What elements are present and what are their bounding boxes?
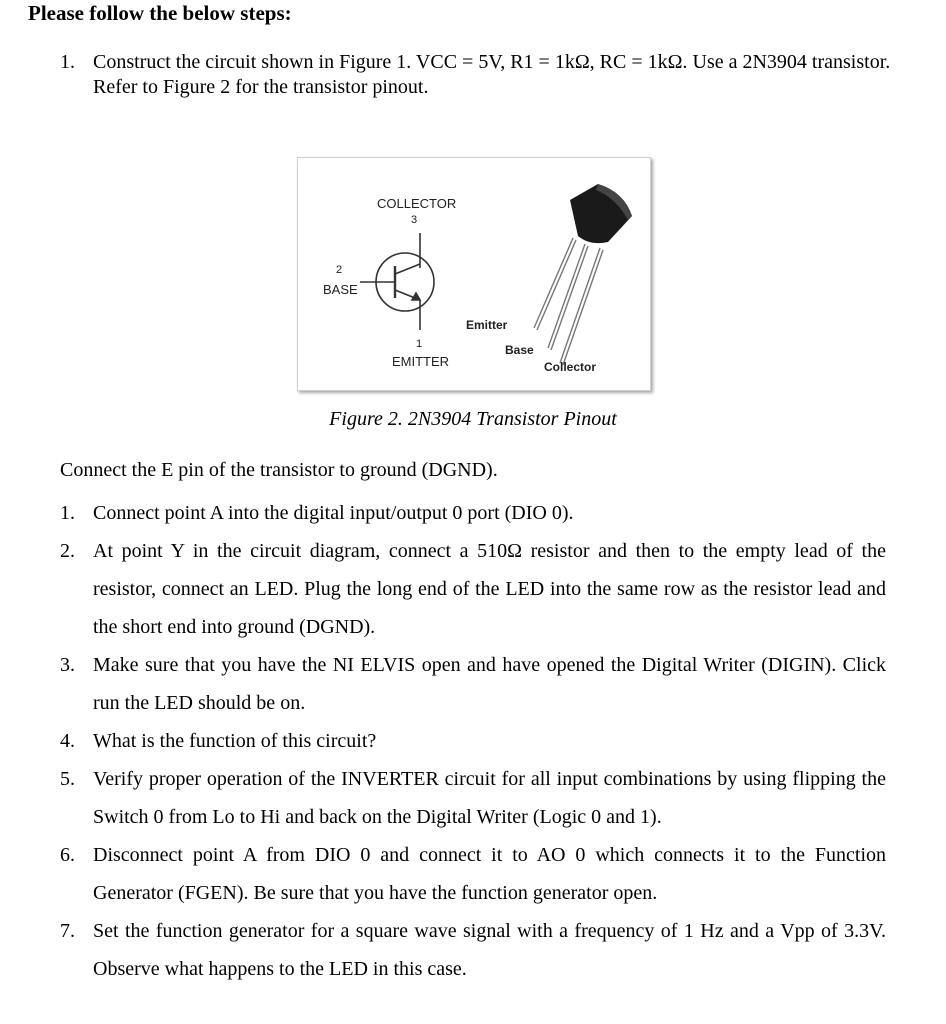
emitter-pin-number: 1 — [416, 338, 423, 350]
list-item-text: Connect point A into the digital input/output 0 port (DIO 0). — [93, 502, 574, 524]
list-item-number: 3. — [60, 654, 75, 676]
list-item-text: At point Y in the circuit diagram, connect a 510Ω resistor and then to the empty lead of the resistor, connect an LED. Plug the long end of the LED into the same row as the resistor lead and the short end into ground (DGND). — [93, 540, 886, 638]
npn-schematic-symbol — [360, 233, 434, 330]
list-item — [60, 912, 886, 988]
list-item-number: 1. — [60, 502, 75, 524]
collector-diagonal — [395, 264, 420, 274]
step-1-construct — [60, 50, 920, 100]
list-item — [60, 760, 886, 836]
instruction-list — [60, 494, 886, 988]
list-item-number: 5. — [60, 768, 75, 790]
list-item-number: 4. — [60, 730, 75, 752]
list-item-text: Make sure that you have the NI ELVIS open and have opened the Digital Writer (DIGIN). Click run the LED should be on. — [93, 654, 886, 714]
intro-text: Connect the E pin of the transistor to ground (DGND). — [60, 459, 498, 481]
list-item — [60, 722, 886, 760]
base-pin-number: 2 — [336, 264, 343, 276]
list-item-text: Disconnect point A from DIO 0 and connect it to AO 0 which connects it to the Function Generator (FGEN). Be sure that you have the function generator open. — [93, 844, 886, 904]
photo-collector-label: Collector — [544, 360, 597, 374]
list-item — [60, 646, 886, 722]
list-item-text: Set the function generator for a square wave signal with a frequency of 1 Hz and a Vpp of 3.3V. Observe what happens to the LED in this case. — [93, 920, 886, 980]
to92-package-drawing — [534, 184, 632, 365]
list-item — [60, 836, 886, 912]
list-item-text: What is the function of this circuit? — [93, 730, 377, 752]
photo-base-label: Base — [505, 343, 534, 357]
lead-collector-a — [560, 248, 600, 363]
collector-label: COLLECTOR — [377, 196, 457, 211]
lead-emitter-a — [534, 238, 573, 328]
collector-pin-number: 3 — [411, 214, 418, 226]
pinout-illustration — [298, 158, 650, 390]
list-item — [60, 532, 886, 646]
step-1-number: 1. — [60, 51, 75, 73]
package-body — [570, 184, 632, 243]
base-label: BASE — [323, 282, 358, 297]
lead-collector-b — [563, 250, 603, 365]
list-item — [60, 494, 886, 532]
step-1-text: Construct the circuit shown in Figure 1. VCC = 5V, R1 = 1kΩ, RC = 1kΩ. Use a 2N3904 transistor. Refer to Figure 2 for the transistor pinout. — [93, 51, 891, 98]
photo-emitter-label: Emitter — [466, 318, 508, 332]
transistor-pinout-figure — [297, 157, 651, 391]
emitter-label: EMITTER — [392, 354, 450, 369]
list-item-number: 7. — [60, 920, 75, 942]
page-heading: Please follow the below steps: — [28, 1, 292, 25]
lead-base-a — [548, 244, 585, 348]
figure-caption: Figure 2. 2N3904 Transistor Pinout — [329, 408, 617, 430]
list-item-number: 6. — [60, 844, 75, 866]
list-item-text: Verify proper operation of the INVERTER circuit for all input combinations by using flipping the Switch 0 from Lo to Hi and back on the Digital Writer (Logic 0 and 1). — [93, 768, 886, 828]
emitter-arrow — [412, 293, 420, 300]
list-item-number: 2. — [60, 540, 75, 562]
